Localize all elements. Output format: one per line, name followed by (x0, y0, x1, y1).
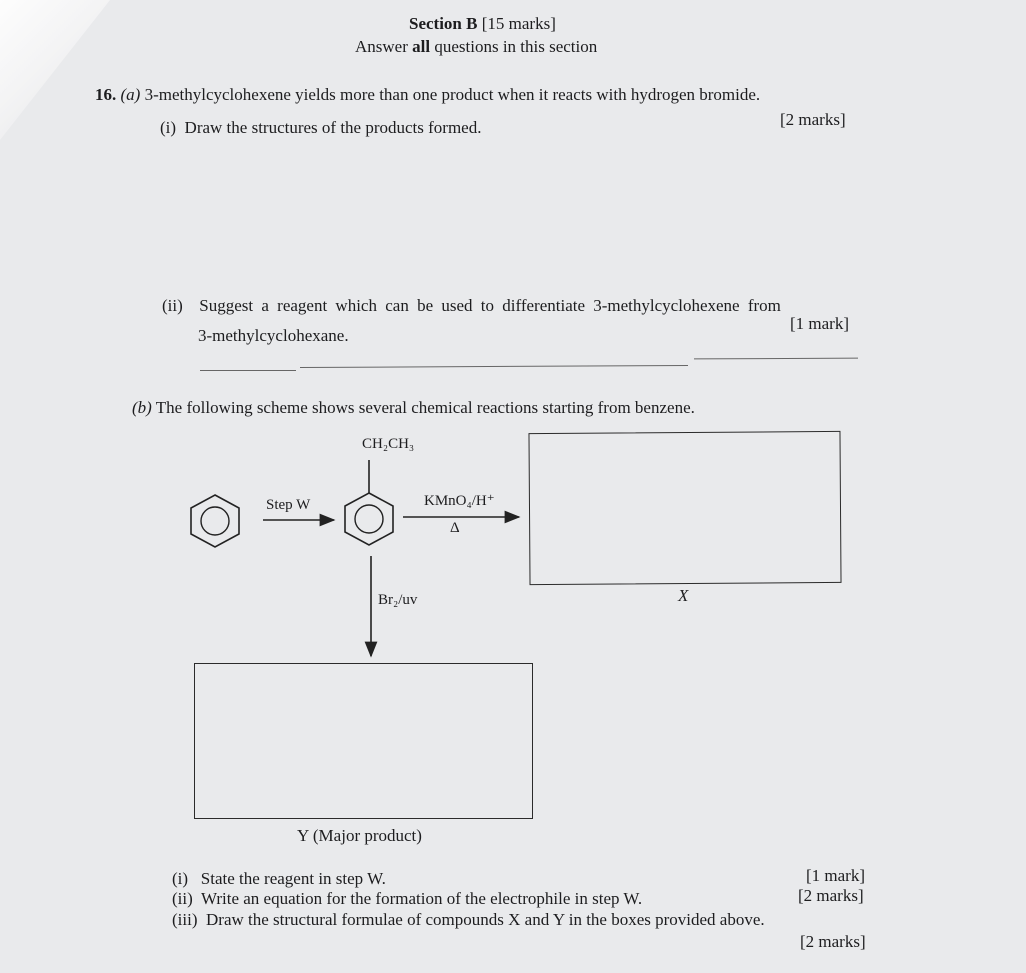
step-w-label: Step W (266, 497, 311, 513)
b-i-text: State the reagent in step W. (200, 869, 386, 888)
benzene-ring (191, 495, 239, 547)
a-i-text: Draw the structures of the products formed. (184, 118, 482, 137)
ethyl-substituent: CH₂CH₃ (362, 436, 415, 452)
b-ii-label: (ii) (172, 889, 193, 908)
box-y-label: Y (Major product) (297, 826, 422, 845)
a-ii-marks: [1 mark] (790, 314, 850, 333)
heat-symbol: Δ (450, 520, 460, 536)
a-i-marks: [2 marks] (780, 110, 846, 129)
ethylbenzene-ring (345, 460, 393, 545)
instruction-emphasis: all (412, 37, 431, 56)
b-ii-text: Write an equation for the formation of the electrophile in step W. (200, 889, 643, 908)
b-iii-label: (iii) (172, 910, 198, 929)
b-iii-marks: [2 marks] (800, 932, 866, 951)
a-ii-text-line2: 3-methylcyclohexane. (198, 326, 349, 345)
part-b-text: The following scheme shows several chemical reactions starting from benzene. (155, 398, 695, 417)
b-i-marks: [1 mark] (806, 866, 866, 885)
b-question-iii (172, 910, 765, 930)
question-number: 16. (95, 85, 117, 104)
section-title: Section B (409, 14, 478, 33)
a-i-label: (i) (160, 118, 177, 137)
bromination-label: Br₂/uv (378, 592, 418, 608)
b-question-i (172, 869, 386, 889)
part-a-text: 3-methylcyclohexene yields more than one product when it reacts with hydrogen bromide. (144, 85, 761, 104)
part-b-label: (b) (132, 398, 152, 417)
oxidant-label: KMnO₄/H⁺ (424, 493, 495, 509)
answer-box-x[interactable] (528, 431, 841, 585)
b-ii-marks: [2 marks] (798, 886, 864, 905)
b-question-ii (172, 889, 642, 909)
instruction-text-end: questions in this section (430, 37, 598, 56)
section-marks: [15 marks] (481, 14, 556, 33)
part-a-label: (a) (120, 85, 141, 104)
b-i-label: (i) (172, 869, 189, 888)
a-ii-text-line1: Suggest a reagent which can be used to differentiate 3-methylcyclohexene from (199, 296, 781, 315)
box-x-label: X (678, 586, 689, 605)
a-ii-label: (ii) (162, 296, 183, 315)
instruction-text: Answer (355, 37, 413, 56)
answer-box-y[interactable] (194, 663, 533, 819)
b-iii-text: Draw the structural formulae of compounds X and Y in the boxes provided above. (206, 910, 765, 929)
